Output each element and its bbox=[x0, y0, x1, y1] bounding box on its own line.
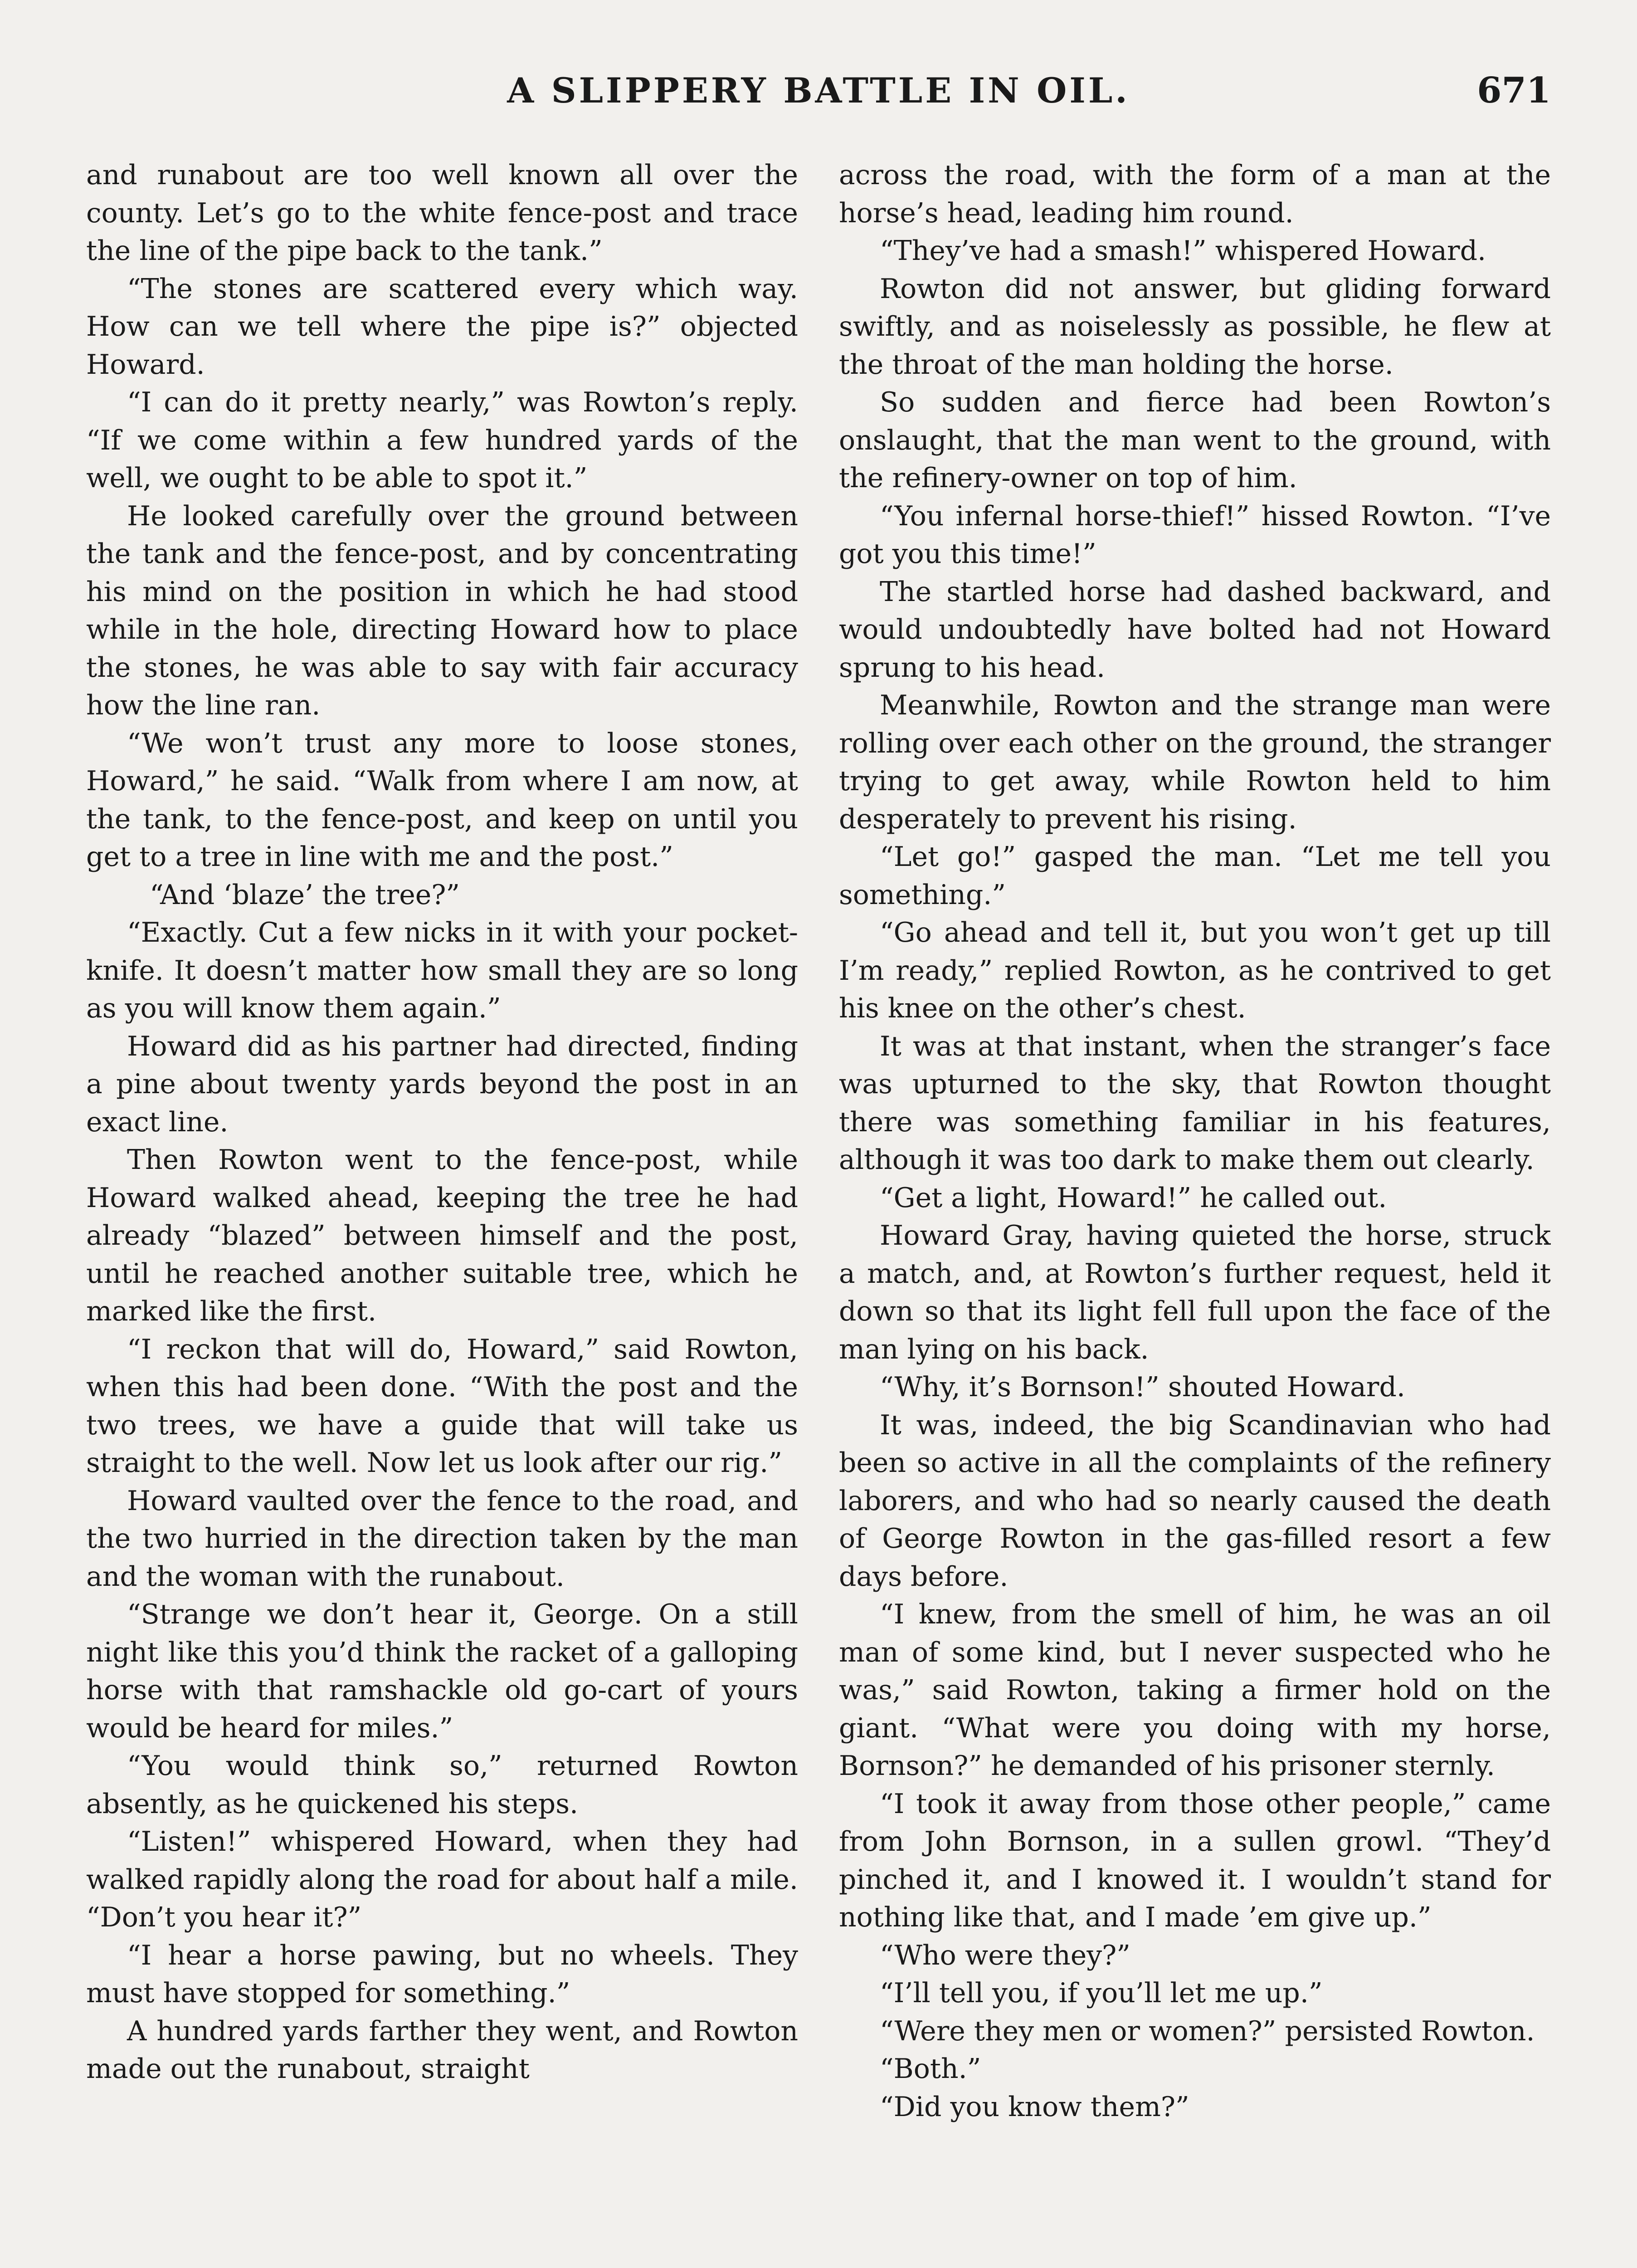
paragraph: “I took it away from those other people,” came from John Bornson, in a sullen growl. “They’d pinched it, and I knowed it. I wouldn’t stand for nothing like that, and I made ’em give up.” bbox=[839, 1788, 1551, 1933]
left-column bbox=[86, 156, 798, 2268]
paragraph: So sudden and fierce had been Rowton’s onslaught, that the man went to the ground, with the refinery-owner on top of him. bbox=[839, 386, 1551, 494]
paragraph: “Let go!” gasped the man. “Let me tell you something.” bbox=[839, 841, 1551, 911]
paragraph: “Why, it’s Bornson!” shouted Howard. bbox=[880, 1371, 1405, 1403]
page-header bbox=[86, 68, 1551, 122]
paragraph: Howard Gray, having quieted the horse, struck a match, and, at Rowton’s further request, held it down so that its light fell full upon the face of the man lying on his back. bbox=[839, 1220, 1551, 1365]
article-body bbox=[86, 156, 1551, 2268]
paragraph: “Strange we don’t hear it, George. On a still night like this you’d think the racket of a galloping horse with that ramshackle old go-cart of yours would be heard for miles.” bbox=[86, 1598, 798, 1744]
paragraph: “Go ahead and tell it, but you won’t get up till I’m ready,” replied Rowton, as he contrived to get his knee on the other’s chest. bbox=[839, 917, 1551, 1024]
paragraph: “I reckon that will do, Howard,” said Rowton, when this had been done. “With the post and the two trees, we have a guide that will take us straight to the well. Now let us look after our rig.” bbox=[86, 1333, 798, 1479]
paragraph: It was, indeed, the big Scandinavian who had been so active in all the complaints of the refinery laborers, and who had so nearly caused the death of George Rowton in the gas-filled resort a few days before. bbox=[839, 1409, 1551, 1593]
paragraph: “Listen!” whispered Howard, when they had walked rapidly along the road for about half a mile. “Don’t you hear it?” bbox=[86, 1826, 798, 1933]
paragraph: “I hear a horse pawing, but no wheels. They must have stopped for something.” bbox=[86, 1939, 798, 2009]
paragraph: “We won’t trust any more to loose stones, Howard,” he said. “Walk from where I am now, at the tank, to the fence-post, and keep on until you get to a tree in line with me and the post.” bbox=[86, 727, 798, 873]
paragraph: “Both.” bbox=[880, 2053, 981, 2085]
paragraph: He looked carefully over the ground between the tank and the fence-post, and by concentrating his mind on the position in which he had stood while in the hole, directing Howard how to place the stones, he was able to say with fair accuracy how the line ran. bbox=[86, 500, 798, 721]
paragraph: and runabout are too well known all over the county. Let’s go to the white fence-post and trace the line of the pipe back to the tank.” bbox=[86, 159, 798, 267]
paragraph: Rowton did not answer, but gliding forward swiftly, and as noiselessly as possible, he flew at the throat of the man holding the horse. bbox=[839, 273, 1551, 381]
paragraph: “Get a light, Howard!” he called out. bbox=[880, 1182, 1387, 1214]
paragraph: “Exactly. Cut a few nicks in it with your pocket-knife. It doesn’t matter how small they are so long as you will know them again.” bbox=[86, 917, 798, 1024]
paragraph: “Did you know them?” bbox=[880, 2091, 1189, 2123]
paragraph: Howard did as his partner had directed, finding a pine about twenty yards beyond the post in an exact line. bbox=[86, 1030, 798, 1138]
right-column bbox=[839, 156, 1551, 2268]
page-number: 671 bbox=[1477, 70, 1551, 111]
paragraph: “I knew, from the smell of him, he was an oil man of some kind, but I never suspected who he was,” said Rowton, taking a firmer hold on the giant. “What were you doing with my horse, Bornson?” he demanded of his prisoner sternly. bbox=[839, 1598, 1551, 1782]
paragraph: “I can do it pretty nearly,” was Rowton’s reply. “If we come within a few hundred yards of the well, we ought to be able to spot it.” bbox=[86, 386, 798, 494]
paragraph: It was at that instant, when the stranger’s face was upturned to the sky, that Rowton thought there was something familiar in his features, although it was too dark to make them out clearly. bbox=[839, 1030, 1551, 1176]
paragraph: Howard vaulted over the fence to the road, and the two hurried in the direction taken by the man and the woman with the runabout. bbox=[86, 1485, 798, 1593]
paragraph: “I’ll tell you, if you’ll let me up.” bbox=[880, 1977, 1323, 2009]
paragraph: The startled horse had dashed backward, and would undoubtedly have bolted had not Howard sprung to his head. bbox=[839, 576, 1551, 684]
paragraph: A hundred yards farther they went, and Rowton made out the runabout, straight bbox=[86, 2015, 798, 2085]
paragraph: “They’ve had a smash!” whispered Howard. bbox=[880, 235, 1486, 267]
paragraph: Then Rowton went to the fence-post, while Howard walked ahead, keeping the tree he had already “blazed” between himself and the post, until he reached another suitable tree, which he marked like the first. bbox=[86, 1144, 798, 1327]
paragraph: across the road, with the form of a man at the horse’s head, leading him round. bbox=[839, 159, 1551, 229]
paragraph: “The stones are scattered every which way. How can we tell where the pipe is?” objected Howard. bbox=[86, 273, 798, 381]
paragraph: “And ‘blaze’ the tree?” bbox=[150, 879, 460, 911]
running-title: A SLIPPERY BATTLE IN OIL. bbox=[507, 70, 1130, 111]
paragraph: Meanwhile, Rowton and the strange man were rolling over each other on the ground, the stranger trying to get away, while Rowton held to him desperately to prevent his rising. bbox=[839, 689, 1551, 835]
paragraph: “Were they men or women?” persisted Rowton. bbox=[880, 2015, 1535, 2047]
paragraph: “Who were they?” bbox=[880, 1939, 1130, 1971]
paragraph: “You would think so,” returned Rowton absently, as he quickened his steps. bbox=[86, 1750, 798, 1820]
paragraph: “You infernal horse-thief!” hissed Rowton. “I’ve got you this time!” bbox=[839, 500, 1551, 570]
